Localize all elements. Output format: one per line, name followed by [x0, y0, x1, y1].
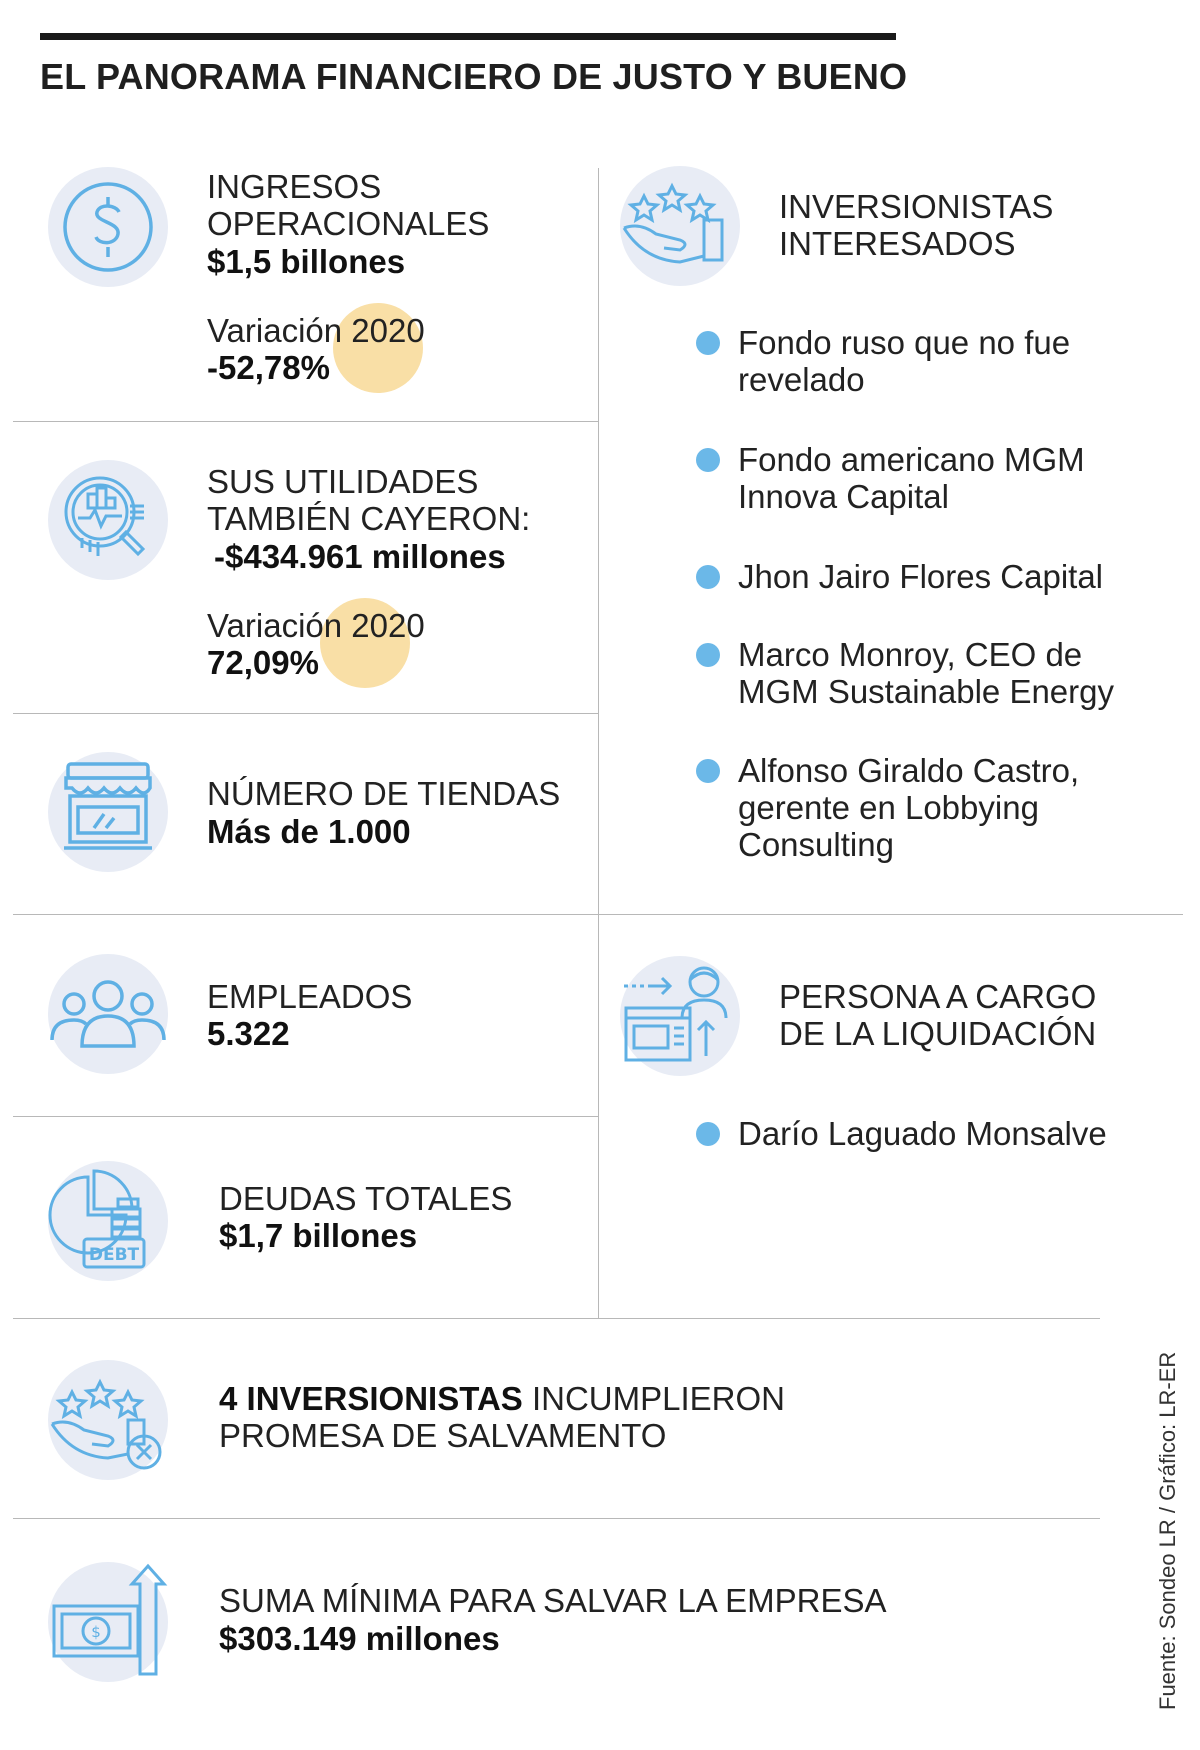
utilidades-variation-value: 72,09% — [207, 644, 319, 681]
bullet — [696, 1122, 720, 1146]
deudas-value: $1,7 billones — [219, 1217, 418, 1254]
suma-value: $303.149 millones — [219, 1620, 500, 1657]
ingresos-variation-value: -52,78% — [207, 349, 330, 386]
money-arrow-icon — [48, 1562, 168, 1682]
divider — [13, 713, 598, 714]
page-title: EL PANORAMA FINANCIERO DE JUSTO Y BUENO — [40, 56, 908, 97]
analytics-magnifier-icon — [48, 460, 168, 580]
liquidator-name: Darío Laguado Monsalve — [738, 1115, 1107, 1152]
bullet — [696, 565, 720, 589]
utilidades-value: -$434.961 millones — [214, 538, 506, 575]
liquidacion-label: PERSONA A CARGO DE LA LIQUIDACIÓN — [779, 978, 1097, 1052]
svg-text:DEBT: DEBT — [88, 1245, 140, 1265]
deudas-label: DEUDAS TOTALES — [219, 1180, 513, 1217]
investor-item-2: Fondo americano MGM Innova Capital — [738, 441, 1085, 515]
incumplieron-rest-line2: PROMESA DE SALVAMENTO — [219, 1417, 667, 1454]
svg-text:$: $ — [91, 1623, 101, 1641]
empleados-label: EMPLEADOS — [207, 978, 413, 1015]
suma-label: SUMA MÍNIMA PARA SALVAR LA EMPRESA — [219, 1582, 887, 1619]
ingresos-variation-label: Variación 2020 — [207, 312, 425, 349]
incumplieron-bold: 4 INVERSIONISTAS — [219, 1380, 523, 1417]
source-credit: Fuente: Sondeo LR / Gráfico: LR-ER — [1155, 1351, 1180, 1710]
investor-item-3: Jhon Jairo Flores Capital — [738, 558, 1103, 595]
person-screen-icon — [620, 956, 740, 1076]
incumplieron-text — [219, 1380, 785, 1454]
bullet — [696, 448, 720, 472]
divider — [13, 421, 598, 422]
bullet — [696, 331, 720, 355]
column-divider — [598, 168, 599, 1318]
bullet — [696, 759, 720, 783]
debt-icon — [48, 1161, 168, 1281]
utilidades-variation-label: Variación 2020 — [207, 607, 425, 644]
divider — [13, 1116, 598, 1117]
hand-stars-icon — [620, 166, 740, 286]
tiendas-value: Más de 1.000 — [207, 813, 411, 850]
utilidades-label: SUS UTILIDADES TAMBIÉN CAYERON: — [207, 463, 531, 537]
empleados-value: 5.322 — [207, 1015, 290, 1052]
ingresos-value: $1,5 billones — [207, 243, 406, 280]
dollar-icon — [48, 167, 168, 287]
tiendas-label: NÚMERO DE TIENDAS — [207, 775, 561, 812]
people-icon — [48, 954, 168, 1074]
incumplieron-rest: INCUMPLIERON — [522, 1380, 785, 1417]
investor-item-4: Marco Monroy, CEO de MGM Sustainable Energy — [738, 636, 1115, 710]
divider — [13, 1318, 1100, 1319]
store-icon — [48, 752, 168, 872]
bullet — [696, 643, 720, 667]
title-rule — [40, 33, 896, 40]
divider — [13, 914, 1183, 915]
inversionistas-label: INVERSIONISTAS INTERESADOS — [779, 188, 1054, 262]
hand-stars-x-icon — [48, 1360, 168, 1480]
investor-item-1: Fondo ruso que no fue revelado — [738, 324, 1071, 398]
divider — [13, 1518, 1100, 1519]
ingresos-label: INGRESOS OPERACIONALES — [207, 168, 490, 242]
investor-item-5: Alfonso Giraldo Castro, gerente en Lobbying Consulting — [738, 752, 1080, 863]
